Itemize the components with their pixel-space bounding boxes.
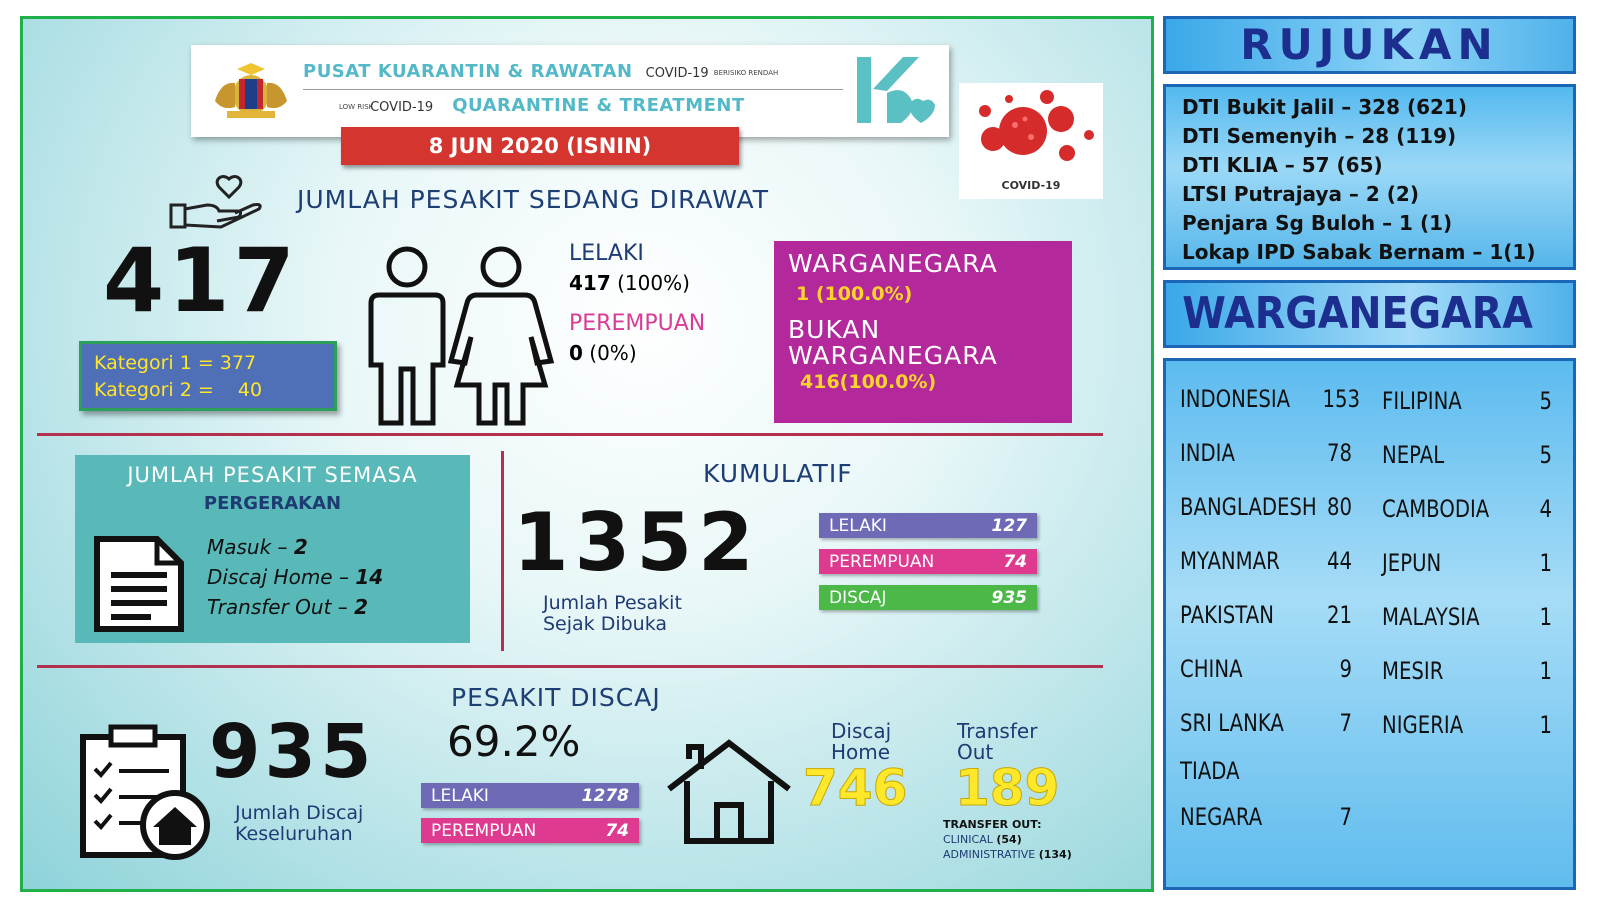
covid-virus-image [959,83,1103,199]
warganegara-header [1163,280,1576,348]
tiada-count: 7 [1339,803,1352,831]
warganegara-label: WARGANEGARA [788,249,998,278]
semasa-box [75,455,470,643]
country-name: CAMBODIA [1382,495,1490,523]
kr-logo-icon [851,53,941,127]
house-icon [665,737,793,845]
transfer-out-label-2: Out [957,740,994,764]
kumulatif-caption-2: Sejak Dibuka [543,613,668,635]
discaj-bars [421,783,639,843]
semasa-title: JUMLAH PESAKIT SEMASA [127,463,418,487]
kumulatif-bar-lelaki: LELAKI 127 [819,513,1037,538]
transfer-out-value: 2 [354,595,369,619]
country-count: 153 [1322,385,1361,413]
discaj-caption-1: Jumlah Discaj [235,802,364,824]
country-count: 1 [1539,603,1552,631]
virus-label: COVID-19 [1001,179,1061,192]
country-name: PAKISTAN [1180,601,1274,629]
lelaki-stat [569,271,690,295]
country-name: INDONESIA [1180,385,1291,413]
warganegara-title: WARGANEGARA [1182,288,1533,339]
rujukan-header [1163,16,1576,74]
country-count: 44 [1326,547,1352,575]
banner-covid-label: COVID-19 [645,66,709,81]
male-female-figures-icon [361,245,561,429]
tiada-label-1: TIADA [1180,757,1240,785]
rujukan-item: LTSI Putrajaya – 2 (2) [1182,182,1419,206]
discaj-caption-2: Keseluruhan [235,823,353,845]
discaj-total: 935 [209,709,376,795]
country-count: 1 [1539,657,1552,685]
kumulatif-bars [819,513,1037,610]
discaj-title: PESAKIT DISCAJ [451,683,661,712]
kumulatif-bar-discaj: DISCAJ 935 [819,585,1037,610]
warganegara-table [1163,358,1576,890]
country-name: BANGLADESH [1180,493,1317,521]
country-count: 1 [1539,549,1552,577]
discaj-home-value: 14 [355,565,384,589]
kumulatif-total: 1352 [513,496,760,589]
country-count: 5 [1539,441,1552,469]
vertical-divider [501,451,504,651]
discaj-home-row: Discaj Home – 14 [207,565,384,589]
country-name: NIGERIA [1382,711,1464,739]
bukan-label-2: WARGANEGARA [788,341,998,370]
transfer-out-row: Transfer Out – 2 [207,595,369,619]
transfer-clinical: CLINICAL (54) [943,833,1022,846]
country-count: 4 [1539,495,1552,523]
transfer-out-label [957,721,1037,763]
document-icon [91,535,187,633]
perempuan-value: 0 [569,341,583,365]
tiada-label-2: NEGARA [1180,803,1263,831]
lelaki-value: 417 [569,271,611,295]
country-count: 1 [1539,711,1552,739]
transfer-note-title: TRANSFER OUT: [943,818,1042,831]
country-name: NEPAL [1382,441,1445,469]
kumulatif-title: KUMULATIF [703,459,853,488]
country-name: MALAYSIA [1382,603,1480,631]
banner-rule [303,89,843,90]
warganegara-value: 1 (100.0%) [796,283,913,305]
transfer-out-value-big: 189 [955,759,1060,817]
kategori-2: Kategori 2 = 40 [94,379,263,401]
bukan-value: 416(100.0%) [800,371,937,393]
rujukan-list [1163,84,1576,270]
date-pill: 8 JUN 2020 (ISNIN) [341,127,739,165]
discaj-pct: 69.2% [447,717,581,766]
discaj-home-value-big: 746 [803,759,908,817]
rujukan-item: DTI Semenyih – 28 (119) [1182,124,1457,148]
perempuan-pct: (0%) [589,341,637,365]
masuk-row: Masuk – 2 [207,535,308,559]
country-count: 21 [1326,601,1352,629]
citizenship-box [774,241,1072,423]
hand-heart-icon [167,175,267,233]
treated-total: 417 [103,229,299,332]
treated-title: JUMLAH PESAKIT SEDANG DIRAWAT [297,185,769,214]
banner-lowrisk-tag: LOW RISK [339,102,374,111]
section-divider-2 [37,665,1103,668]
rujukan-item: DTI Bukit Jalil – 328 (621) [1182,95,1467,119]
country-count: 7 [1339,709,1352,737]
clipboard-house-icon [77,723,211,861]
country-name: INDIA [1180,439,1235,467]
section-divider-1 [37,433,1103,436]
semasa-subtitle: PERGERAKAN [203,493,342,514]
banner-covid-label-2: COVID-19 [370,100,434,115]
rujukan-item: Penjara Sg Buloh – 1 (1) [1182,211,1453,235]
malaysia-crest-icon [207,61,295,121]
country-name: FILIPINA [1382,387,1462,415]
virus-icon [963,85,1099,177]
rujukan-title: RUJUKAN [1240,20,1499,69]
kumulatif-caption-1: Jumlah Pesakit [543,592,682,614]
banner-line1 [303,61,779,82]
rujukan-item: DTI KLIA – 57 (65) [1182,153,1383,177]
country-count: 78 [1326,439,1352,467]
kategori-box [79,341,337,411]
country-count: 80 [1326,493,1352,521]
kumulatif-caption [543,593,682,635]
lelaki-label: LELAKI [569,241,644,266]
discaj-home-label [831,721,891,763]
header-banner [191,45,949,137]
perempuan-label: PEREMPUAN [569,311,706,336]
bukan-label-1: BUKAN [788,315,881,344]
banner-risk-tag: BERISIKO RENDAH [713,68,779,77]
discaj-bar-lelaki: LELAKI 1278 [421,783,639,808]
country-name: MYANMAR [1180,547,1280,575]
country-name: JEPUN [1382,549,1442,577]
rujukan-item: Lokap IPD Sabak Bernam – 1(1) [1182,240,1536,264]
discaj-caption [235,803,363,845]
banner-title-malay: PUSAT KUARANTIN & RAWATAN [303,61,633,82]
transfer-admin: ADMINISTRATIVE (134) [943,848,1072,861]
discaj-home-label-1: Discaj [831,719,892,743]
lelaki-pct: (100%) [617,271,690,295]
perempuan-stat [569,341,637,365]
masuk-value: 2 [293,535,308,559]
kategori-1: Kategori 1 = 377 [94,352,257,374]
discaj-bar-perempuan: PEREMPUAN 74 [421,818,639,843]
country-name: MESIR [1382,657,1444,685]
country-count: 9 [1339,655,1352,683]
transfer-note [943,817,1072,862]
banner-line2 [339,95,745,116]
kumulatif-bar-perempuan: PEREMPUAN 74 [819,549,1037,574]
country-name: SRI LANKA [1180,709,1284,737]
country-name: CHINA [1180,655,1243,683]
main-infographic [20,16,1154,892]
discaj-home-label-2: Home [831,740,891,764]
transfer-out-label-1: Transfer [957,719,1038,743]
country-count: 5 [1539,387,1552,415]
banner-title-english: QUARANTINE & TREATMENT [452,95,745,116]
